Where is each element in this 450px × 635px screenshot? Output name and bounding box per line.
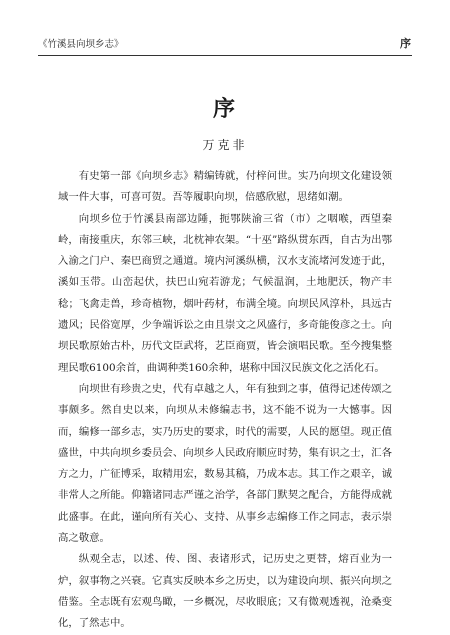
book-title: 《竹溪县向坝乡志》: [38, 39, 124, 50]
preface-body: [58, 166, 392, 635]
paragraph-1: 有史第一部《向坝乡志》精编铸就，付梓问世。实乃向坝文化建设领域一件大事，可喜可贺。吾等履职向坝，倍感欣慰，思绪如潮。: [58, 170, 392, 204]
paragraph-3: 向坝世有珍贵之史，代有卓越之人，年有独到之事，值得记述传颂之事颇多。然自史以来，向坝从未修编志书，这不能不说为一大憾事。因而，编修一部乡志，实乃历史的要求，时代的需要，人民的愿望。现正值盛世，中共向坝乡委员会、向坝乡人民政府顺应时势，集有识之士，汇各方之力，广征博采，取精用宏，数易其稿，乃成本志。其工作之艰辛，诚非常人之所能。仰籍诸同志严谨之治学，各部门默契之配合，方能得成就此盛事。在此，谨向所有关心、支持、从事乡志编修工作之同志，表示崇高之敬意。: [58, 382, 392, 545]
header-rule: [38, 55, 412, 56]
page-title: 序: [212, 96, 237, 122]
paragraph-2: 向坝乡位于竹溪县南部边陲，扼鄂陕渝三省（市）之咽喉，西望秦岭，南接重庆，东邻三峡，北枕神农架。“十巫”路纵贯东西，自古为出鄂入渝之门户、秦巴商贸之通道。境内河溪纵横，汉水支流堵河发迹于此，溪如玉带。山峦起伏，扶巴山宛若游龙；气候温润，土地肥沃，物产丰稔；飞禽走兽，珍奇植物，烟叶药材，布满全境。向坝民风淳朴，具远古遗风；民俗宽厚，少争端诉讼之由且崇文之风盛行，多奇能俊彦之士。向坝民歌原始古朴，历代文臣武将，艺臣商贾，皆会演唱民歌。至今搜集整理民歌6100余首，曲调种类160余种，堪称中国汉民族文化之活化石。: [58, 212, 392, 374]
author-name: 万克非: [202, 138, 248, 152]
paragraph-4: 纵观全志，以述、传、图、表诸形式，记历史之更替，熔百业为一炉，叙事物之兴衰。它真实反映本乡之历史，以为建设向坝、振兴向坝之借鉴。全志既有宏观鸟瞰，一乡概况，尽收眼底；又有微观透视，沧桑变化，了然志中。: [58, 553, 392, 630]
section-label: 序: [400, 37, 412, 50]
running-header: [38, 34, 412, 52]
